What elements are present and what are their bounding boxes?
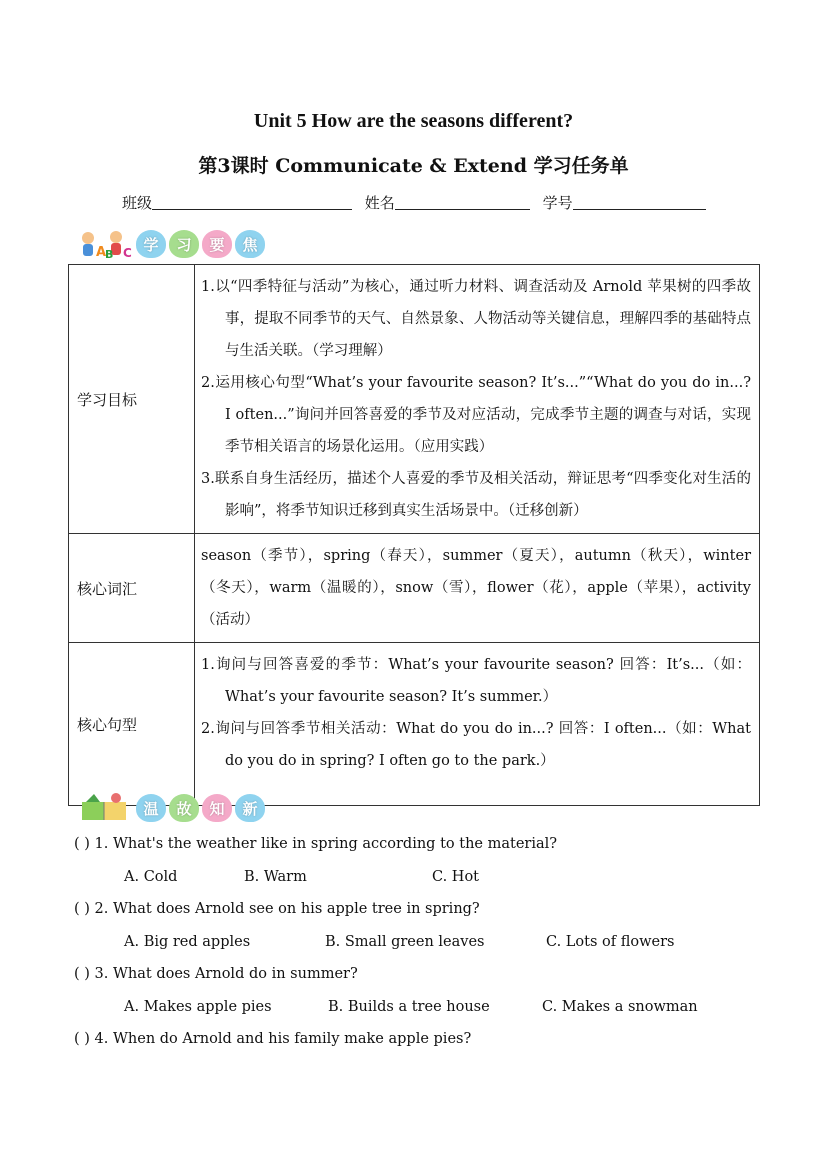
goal-item: 3.联系自身生活经历，描述个人喜爱的季节及相关活动，辩证思考“四季变化对生活的影响”，将季节知识迁移到真实生活场景中。（迁移创新） xyxy=(201,471,751,519)
heart-char-3: 知 xyxy=(202,794,232,822)
learning-goals-table xyxy=(68,264,760,806)
option: B. Warm xyxy=(244,869,307,885)
question-text: 1. What's the weather like in spring according to the material? xyxy=(94,836,558,852)
option: B. Small green leaves xyxy=(325,934,485,950)
abc-kids-icon xyxy=(76,228,134,260)
answer-blank[interactable]: ( ) xyxy=(74,901,90,917)
question-text: 3. What does Arnold do in summer? xyxy=(94,966,358,982)
option: A. Cold xyxy=(124,869,178,885)
table-row xyxy=(69,643,760,806)
pattern-item: 1.询问与回答喜爱的季节：What’s your favourite season? 回答：It’s...（如：What’s your favourite season? It’s summer.） xyxy=(201,657,751,705)
row-content xyxy=(195,643,760,806)
heart-char-2: 故 xyxy=(169,794,199,822)
question-text: 4. When do Arnold and his family make apple pies? xyxy=(94,1031,472,1047)
option: C. Lots of flowers xyxy=(546,934,675,950)
class-blank[interactable] xyxy=(152,191,352,210)
answer-blank[interactable]: ( ) xyxy=(74,1031,90,1047)
student-info-row xyxy=(122,191,706,213)
number-label: 学号 xyxy=(542,194,573,212)
question-text: 2. What does Arnold see on his apple tree in spring? xyxy=(94,901,480,917)
vocab-list: season（季节），spring（春天），summer（夏天），autumn（秋天），winter（冬天），warm（温暖的），snow（雪），flower（花），apple（苹果），activity（活动） xyxy=(201,548,751,628)
heart-char-4: 新 xyxy=(235,794,265,822)
answer-blank[interactable]: ( ) xyxy=(74,966,90,982)
option: C. Makes a snowman xyxy=(542,999,698,1015)
option: A. Makes apple pies xyxy=(124,999,272,1015)
question-3 xyxy=(74,966,358,982)
table-row xyxy=(69,534,760,643)
table-row xyxy=(69,265,760,534)
name-label: 姓名 xyxy=(364,194,395,212)
section-banner-review xyxy=(76,791,268,825)
question-1 xyxy=(74,836,557,852)
heart-char-4: 焦 xyxy=(235,230,265,258)
page-subtitle: 第3课时 Communicate & Extend 学习任务单 xyxy=(198,155,629,177)
page-title: Unit 5 How are the seasons different? xyxy=(253,110,574,132)
row-label: 核心词汇 xyxy=(69,534,195,643)
svg-text:C: C xyxy=(123,246,132,260)
option: C. Hot xyxy=(432,869,479,885)
goal-item: 2.运用核心句型“What’s your favourite season? It’s...”“What do you do in...? I often...”询问并回答喜爱的季节及对应活动，完成季节主题的调查与对话，实现季节相关语言的场景化运用。（应用实践） xyxy=(201,375,751,455)
book-icon xyxy=(76,792,134,824)
name-blank[interactable] xyxy=(395,191,530,210)
heart-char-1: 学 xyxy=(136,230,166,258)
svg-text:A: A xyxy=(96,245,107,260)
option: B. Builds a tree house xyxy=(328,999,490,1015)
answer-blank[interactable]: ( ) xyxy=(74,836,90,852)
svg-text:B: B xyxy=(105,248,114,260)
row-content xyxy=(195,534,760,643)
goal-item: 1.以“四季特征与活动”为核心，通过听力材料、调查活动及 Arnold 苹果树的四季故事，提取不同季节的天气、自然景象、人物活动等关键信息，理解四季的基础特点与生活关联。（学习理解） xyxy=(201,279,751,359)
row-content xyxy=(195,265,760,534)
class-label: 班级 xyxy=(122,194,153,212)
pattern-item: 2.询问与回答季节相关活动：What do you do in...? 回答：I often...（如：What do you do in spring? I often go to the park.） xyxy=(201,721,751,769)
heart-char-3: 要 xyxy=(202,230,232,258)
heart-char-2: 习 xyxy=(169,230,199,258)
option: A. Big red apples xyxy=(124,934,251,950)
number-blank[interactable] xyxy=(573,191,706,210)
section-banner-learning-goals xyxy=(76,227,268,261)
row-label: 核心句型 xyxy=(69,643,195,806)
question-4 xyxy=(74,1031,471,1047)
question-2 xyxy=(74,901,480,917)
row-label: 学习目标 xyxy=(69,265,195,534)
heart-char-1: 温 xyxy=(136,794,166,822)
